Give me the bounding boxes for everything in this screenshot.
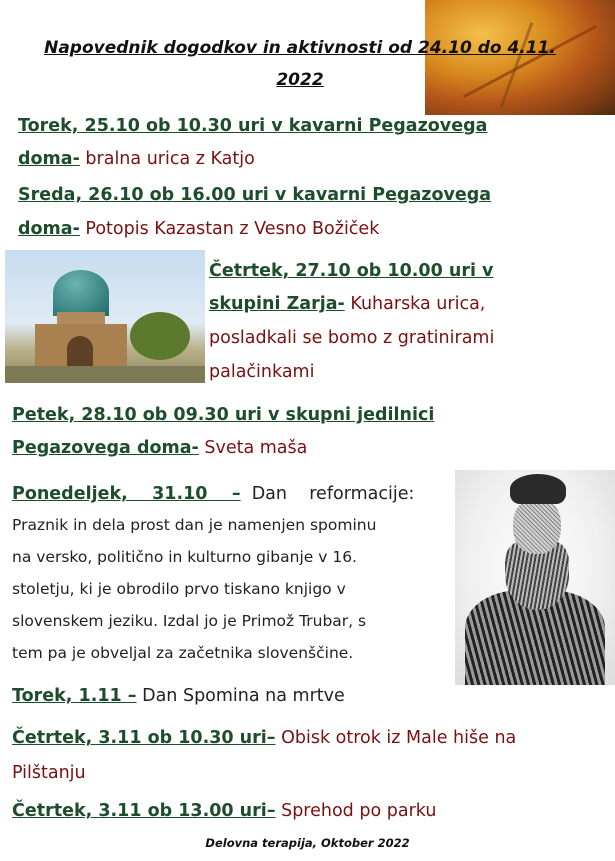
event-5-body-3: stoletju, ki je obrodilo prvo tiskano knjigo v [12, 580, 346, 598]
event-5-body-5: tem pa je obveljal za začetnika slovenščine. [12, 644, 354, 662]
event-5-body-4: slovenskem jeziku. Izdal jo je Primož Trubar, s [12, 612, 367, 630]
event-1-line2: doma- bralna urica z Katjo [18, 149, 255, 169]
page-title-line1: Napovednik dogodkov in aktivnosti od 24.10 do 4.11. [44, 38, 556, 58]
mosque-image [5, 250, 205, 383]
event-4-heading: Petek, 28.10 ob 09.30 uri v skupni jedilnici [12, 405, 435, 425]
event-3-line3: posladkali se bomo z gratinirami [209, 328, 495, 348]
event-1-heading: Torek, 25.10 ob 10.30 uri v kavarni Pegazovega [18, 116, 488, 136]
event-2-heading: Sreda, 26.10 ob 16.00 uri v kavarni Pegazovega [18, 185, 492, 205]
event-3-line2: skupini Zarja- Kuharska urica, [209, 294, 486, 314]
event-3-heading: Četrtek, 27.10 ob 10.00 uri v [209, 261, 494, 281]
event-5-body-1: Praznik in dela prost dan je namenjen spominu [12, 516, 377, 534]
event-8-line: Četrtek, 3.11 ob 13.00 uri– Sprehod po parku [12, 801, 437, 821]
event-6-line: Torek, 1.11 – Dan Spomina na mrtve [12, 686, 345, 706]
event-5-heading: Ponedeljek, 31.10 – Dan reformacije: [12, 484, 415, 504]
trubar-portrait-image [455, 470, 615, 685]
event-4-line2: Pegazovega doma- Sveta maša [12, 438, 308, 458]
event-5-body-2: na versko, politično in kulturno gibanje v 16. [12, 548, 357, 566]
footer-text: Delovna terapija, Oktober 2022 [205, 836, 410, 850]
event-2-line2: doma- Potopis Kazastan z Vesno Božiček [18, 219, 380, 239]
event-7-line1: Četrtek, 3.11 ob 10.30 uri– Obisk otrok iz Male hiše na [12, 728, 517, 748]
page-title-line2: 2022 [276, 70, 324, 90]
event-7-line2: Pilštanju [12, 763, 86, 783]
event-3-line4: palačinkami [209, 362, 315, 382]
